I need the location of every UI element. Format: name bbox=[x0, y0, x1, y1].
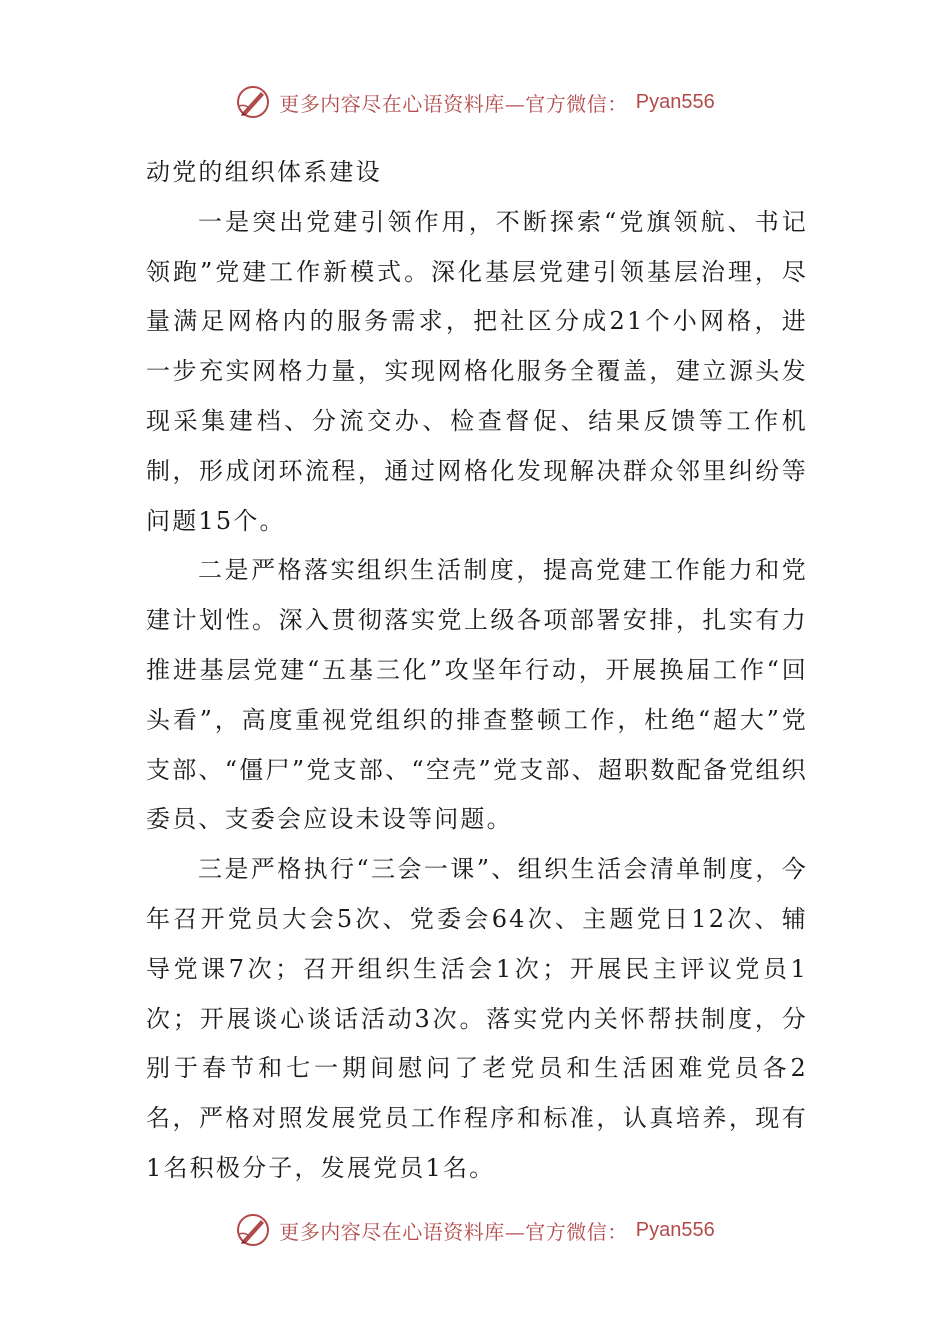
header-watermark-banner bbox=[0, 82, 950, 122]
paragraph-two: 二是严格落实组织生活制度，提高党建工作能力和党建计划性。深入贯彻落实党上级各项部署安排，扎实有力推进基层党建“五基三化”攻坚年行动，开展换届工作“回头看”，高度重视党组织的排查整顿工作，杜绝“超大”党支部、“僵尸”党支部、“空壳”党支部、超职数配备党组织委员、支委会应设未设等问题。 bbox=[146, 556, 808, 834]
watermark-text: 更多内容尽在心语资料库—官方微信： bbox=[279, 1219, 628, 1244]
paragraph-three: 三是严格执行“三会一课”、组织生活会清单制度，今年召开党员大会5次、党委会64次、主题党日12次、辅导党课7次；召开组织生活会1次；开展民主评议党员1次；开展谈心谈话活动3次。落实党内关怀帮扶制度，分别于春节和七一期间慰问了老党员和生活困难党员各2名，严格对照发展党员工作程序和标准，认真培养，现有1名积极分子，发展党员1名。 bbox=[146, 855, 808, 1182]
footer-watermark-banner bbox=[0, 1210, 950, 1250]
paragraph-continuation: 动党的组织体系建设 bbox=[146, 158, 382, 186]
pen-logo-icon bbox=[235, 1212, 271, 1248]
document-body bbox=[146, 148, 808, 1194]
pen-logo-icon bbox=[235, 84, 271, 120]
watermark-text: 更多内容尽在心语资料库—官方微信： bbox=[279, 91, 628, 116]
watermark-wechat-id: Pyan556 bbox=[635, 1218, 715, 1241]
paragraph-one: 一是突出党建引领作用，不断探索“党旗领航、书记领跑”党建工作新模式。深化基层党建引领基层治理，尽量满足网格内的服务需求，把社区分成21个小网格，进一步充实网格力量，实现网格化服务全覆盖，建立源头发现采集建档、分流交办、检查督促、结果反馈等工作机制，形成闭环流程，通过网格化发现解决群众邻里纠纷等问题15个。 bbox=[146, 207, 808, 535]
watermark-wechat-id: Pyan556 bbox=[635, 90, 715, 113]
